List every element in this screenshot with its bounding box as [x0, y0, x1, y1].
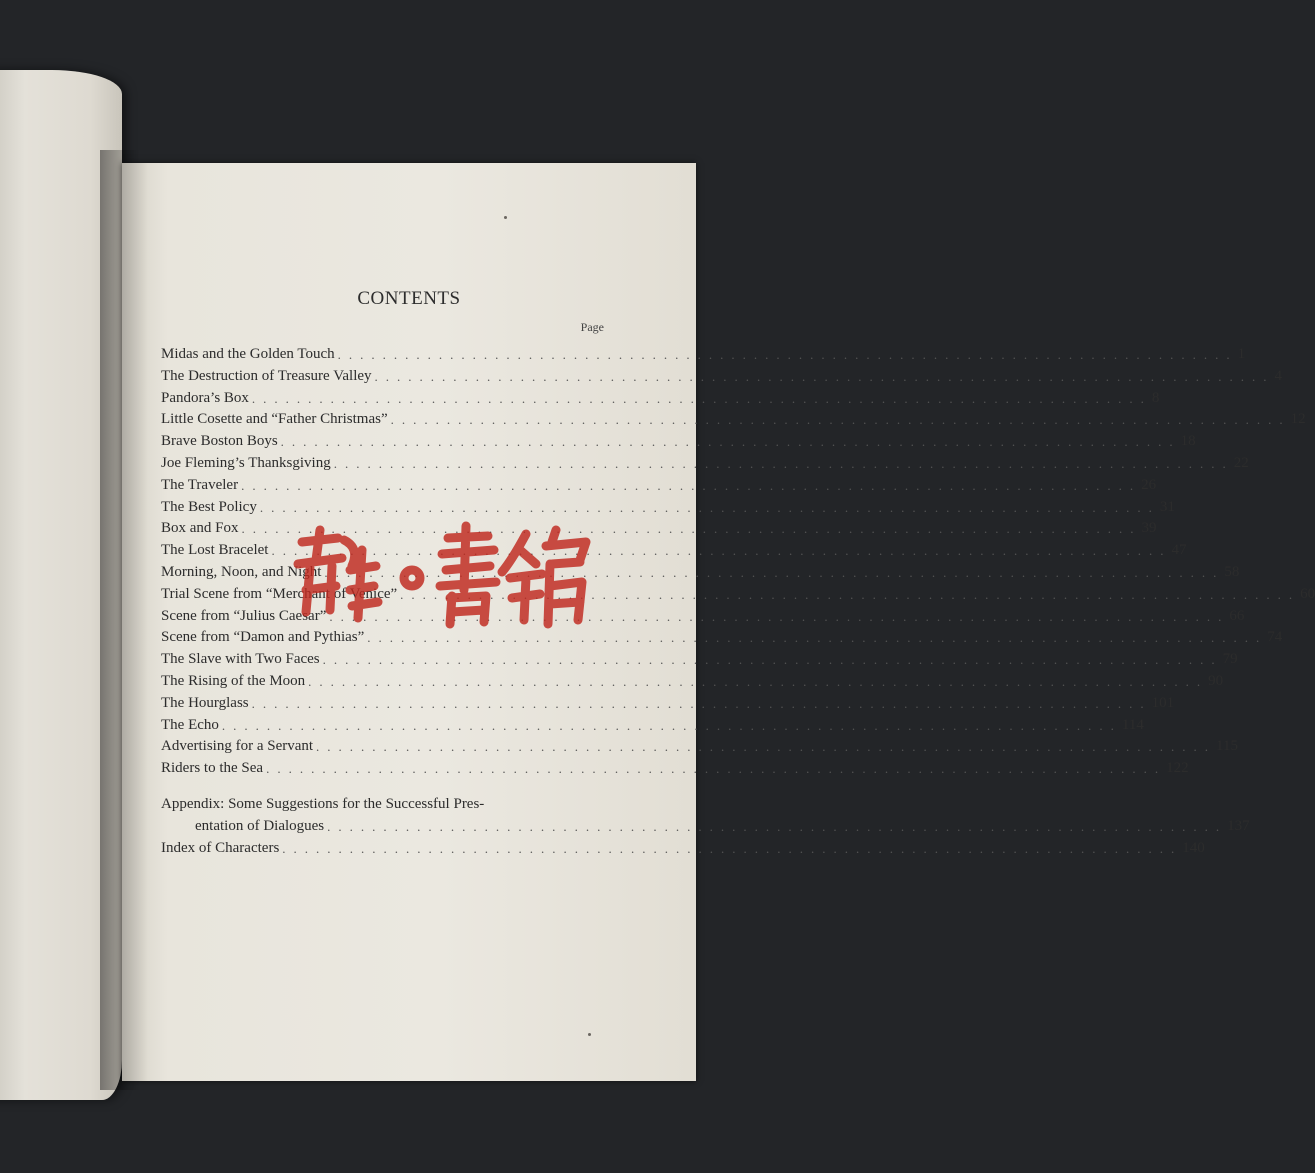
index-title: Index of Characters [161, 839, 280, 856]
toc-entry-page: 60 [1300, 585, 1315, 602]
toc-entry [161, 690, 1175, 712]
toc-entry-title: The Slave with Two Faces [161, 651, 320, 668]
toc-list [161, 340, 1315, 857]
book-page [122, 163, 1315, 1081]
toc-entry-page: 26 [1141, 476, 1157, 493]
leader-dots: ................................................................................ [271, 543, 1172, 559]
toc-entry-title: Advertising for a Servant [161, 738, 314, 755]
toc-entry [161, 516, 1157, 538]
index-page: 140 [1182, 839, 1205, 856]
paper-speck [588, 1033, 591, 1036]
toc-entry-page: 66 [1229, 607, 1245, 624]
toc-entry [161, 450, 1249, 472]
toc-entry [161, 340, 1246, 363]
leader-dots: ................................................................................ [280, 434, 1181, 450]
toc-entry [161, 755, 1189, 777]
toc-entry-title: Scene from “Julius Caesar” [161, 607, 327, 624]
leader-dots: ................................................................................ [221, 717, 1122, 733]
index-entry [161, 835, 1205, 857]
toc-entry-title: The Hourglass [161, 694, 249, 711]
leader-dots: ................................................................................ [374, 368, 1275, 384]
toc-entry-title: Box and Fox [161, 520, 239, 537]
toc-entry-title: Joe Fleming’s Thanksgiving [161, 454, 331, 471]
page-column-label: Page [580, 320, 604, 334]
toc-entry-page: 122 [1166, 760, 1189, 777]
toc-entry-title: The Traveler [161, 476, 239, 493]
leader-dots: ................................................................................ [316, 739, 1217, 755]
toc-entry-page: 39 [1141, 520, 1157, 537]
toc-entry-page: 115 [1216, 738, 1238, 755]
toc-entry-page: 47 [1171, 542, 1187, 559]
leader-dots: ................................................................................ [333, 455, 1234, 471]
toc-entry-title: The Echo [161, 716, 219, 733]
toc-entry-title: The Lost Bracelet [161, 542, 269, 559]
appendix-entry-line1 [161, 791, 611, 813]
toc-entry-title: Scene from “Damon and Pythias” [161, 629, 365, 646]
leader-dots: ................................................................................ [251, 695, 1152, 711]
appendix-page: 137 [1227, 817, 1250, 834]
toc-entry-page: 58 [1224, 563, 1240, 580]
toc-entry-page: 101 [1151, 694, 1175, 711]
toc-entry [161, 407, 1306, 429]
toc-entry-page: 18 [1180, 433, 1196, 450]
toc-entry-page: 31 [1159, 498, 1175, 515]
toc-entry-page: 1 [1237, 346, 1246, 362]
toc-entry-page: 4 [1274, 367, 1283, 384]
toc-entry [161, 668, 1224, 690]
toc-entry [161, 712, 1144, 734]
toc-entry [161, 472, 1157, 494]
appendix-title-line1: Appendix: Some Suggestions for the Successful Pres- [161, 795, 485, 812]
appendix-title-line2: entation of Dialogues [195, 817, 325, 834]
leader-dots: ................................................................................ [390, 412, 1291, 428]
leader-dots: ................................................................................ [308, 673, 1209, 689]
leader-dots: ................................................................................ [324, 564, 1225, 580]
toc-entry [161, 385, 1160, 407]
toc-entry-page: 90 [1208, 672, 1224, 689]
toc-entry-title: The Destruction of Treasure Valley [161, 367, 372, 384]
toc-entry-page: 12 [1290, 411, 1306, 428]
leader-dots: ................................................................................ [327, 818, 1228, 834]
toc-entry [161, 646, 1238, 668]
leader-dots: ................................................................................ [329, 608, 1230, 624]
toc-entry [161, 603, 1245, 625]
leader-dots: ................................................................................ [337, 347, 1238, 362]
toc-entry [161, 494, 1175, 516]
toc-entry-title: Pandora’s Box [161, 389, 249, 406]
toc-entry [161, 734, 1238, 756]
leader-dots: ................................................................................ [400, 586, 1301, 602]
leader-dots: ................................................................................ [266, 761, 1167, 777]
toc-entry-page: 74 [1267, 629, 1283, 646]
leader-dots: ................................................................................ [241, 477, 1142, 493]
toc-entry-page: 79 [1222, 651, 1238, 668]
toc-entry-page: 8 [1151, 389, 1160, 406]
leader-dots: ................................................................................ [251, 390, 1152, 406]
section-gap [161, 777, 611, 791]
toc-entry [161, 559, 1240, 581]
toc-entry-title: Brave Boston Boys [161, 433, 278, 450]
toc-entry-page: 22 [1233, 454, 1249, 471]
toc-entry [161, 625, 1283, 647]
toc-entry [161, 537, 1187, 559]
paper-speck [504, 216, 507, 219]
toc-entry-title: The Rising of the Moon [161, 672, 306, 689]
toc-entry-title: Midas and the Golden Touch [161, 346, 335, 362]
leader-dots: ................................................................................ [367, 630, 1268, 646]
toc-entry-title: Trial Scene from “Merchant of Venice” [161, 585, 398, 602]
appendix-entry-line2 [161, 813, 1250, 835]
leader-dots: ................................................................................ [241, 521, 1142, 537]
toc-entry-title: The Best Policy [161, 498, 257, 515]
leader-dots: ................................................................................ [259, 499, 1160, 515]
leader-dots: ................................................................................ [322, 652, 1223, 668]
toc-entry [161, 581, 1315, 603]
toc-entry [161, 363, 1283, 385]
toc-entry-title: Riders to the Sea [161, 760, 264, 777]
toc-entry-page: 114 [1121, 716, 1144, 733]
toc-entry [161, 428, 1196, 450]
toc-entry-title: Morning, Noon, and Night [161, 563, 322, 580]
leader-dots: ................................................................................ [282, 840, 1183, 856]
contents-title: CONTENTS [357, 288, 461, 309]
toc-entry-title: Little Cosette and “Father Christmas” [161, 411, 388, 428]
